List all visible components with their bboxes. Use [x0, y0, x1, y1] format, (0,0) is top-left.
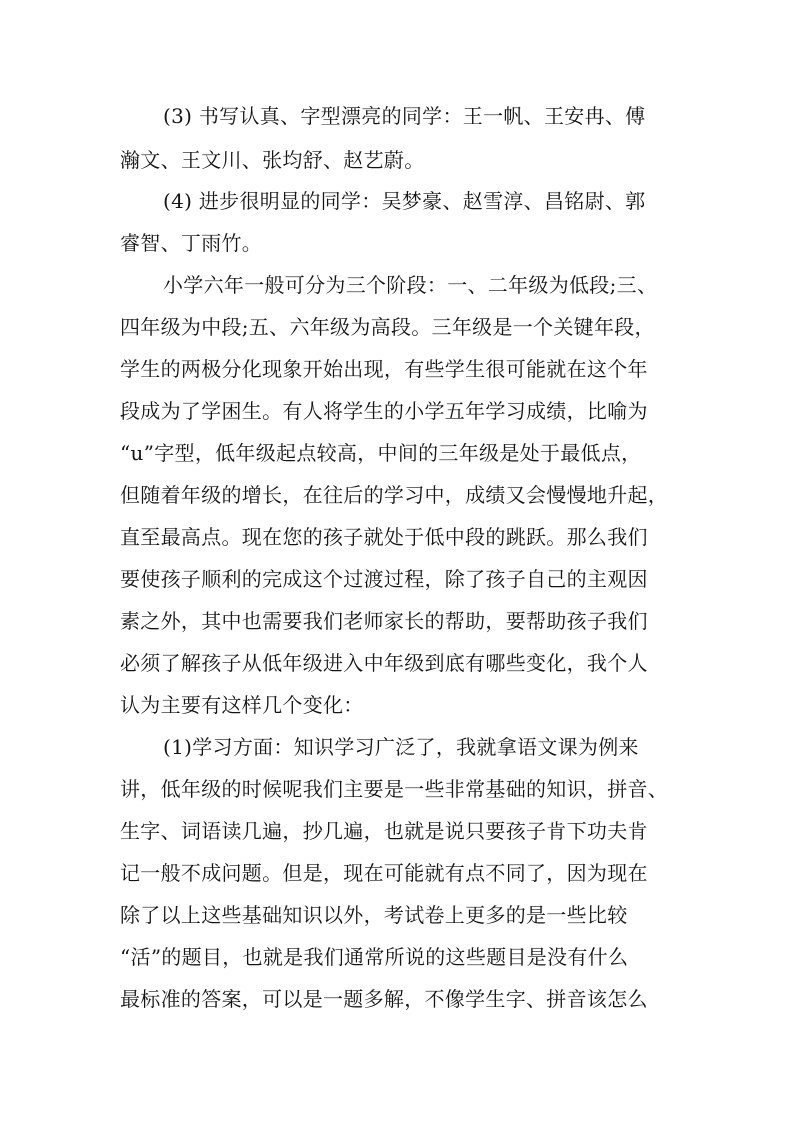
text-line: 记一般不成问题。但是，现在可能就有点不同了，因为现在 — [120, 861, 648, 885]
text-line: 生字、词语读几遍，抄几遍，也就是说只要孩子肯下功夫肯 — [120, 819, 648, 843]
text-line: (3) 书写认真、字型漂亮的同学：王一帆、王安冉、傅 — [163, 104, 646, 128]
text-line: 必须了解孩子从低年级进入中年级到底有哪些变化，我个人 — [120, 651, 648, 675]
text-line: 瀚文、王文川、张均舒、赵艺蔚。 — [120, 148, 425, 172]
text-line: 学生的两极分化现象开始出现，有些学生很可能就在这个年 — [120, 357, 648, 381]
text-line: (4) 进步很明显的同学：吴梦豪、赵雪淳、昌铭尉、郭 — [163, 189, 646, 213]
text-line: 睿智、丁雨竹。 — [120, 231, 263, 255]
text-line: 最标准的答案，可以是一题多解，不像学生字、拼音该怎么 — [120, 987, 648, 1011]
text-line: “活”的题目，也就是我们通常所说的这些题目是没有什么 — [120, 945, 629, 969]
text-line: 直至最高点。现在您的孩子就处于低中段的跳跃。那么我们 — [120, 525, 648, 549]
text-line: 要使孩子顺利的完成这个过渡过程，除了孩子自己的主观因 — [120, 567, 648, 591]
text-line: 讲，低年级的时候呢我们主要是一些非常基础的知识，拼音、 — [120, 777, 669, 801]
text-line: 段成为了学困生。有人将学生的小学五年学习成绩，比喻为 — [120, 399, 648, 423]
text-line: 但随着年级的增长，在往后的学习中，成绩又会慢慢地升起， — [120, 483, 669, 507]
text-line: 小学六年一般可分为三个阶段：一、二年级为低段;三、 — [163, 273, 658, 297]
text-line: 素之外，其中也需要我们老师家长的帮助，要帮助孩子我们 — [120, 609, 648, 633]
text-line: 认为主要有这样几个变化： — [120, 693, 364, 717]
text-line: 除了以上这些基础知识以外，考试卷上更多的是一些比较 — [120, 903, 628, 927]
text-line: 四年级为中段;五、六年级为高段。三年级是一个关键年段， — [120, 315, 655, 339]
text-line: (1)学习方面：知识学习广泛了，我就拿语文课为例来 — [163, 735, 639, 759]
text-line: “u”字型，低年级起点较高，中间的三年级是处于最低点， — [120, 441, 642, 465]
